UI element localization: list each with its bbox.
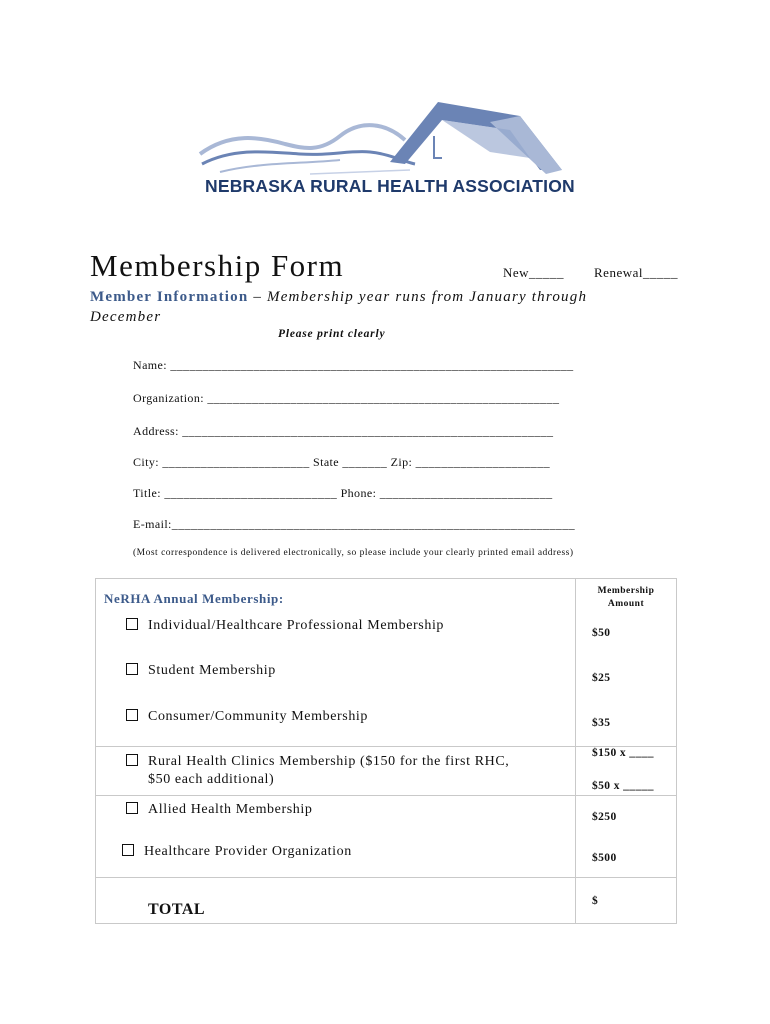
amount-header-line2: Amount: [607, 599, 645, 609]
option-label: Rural Health Clinics Membership ($150 for the first RHC,: [148, 754, 510, 769]
member-information-section: [90, 287, 650, 327]
email-field[interactable]: E-mail:_______________________________________________________________: [133, 517, 575, 531]
checkbox[interactable]: [126, 709, 138, 721]
city-state-zip-field[interactable]: City: _______________________ State _______ Zip: _____________________: [133, 455, 550, 469]
member-info-heading: Member Information: [90, 289, 249, 305]
form-title: Membership Form: [90, 248, 345, 283]
option-label: Consumer/Community Membership: [148, 709, 369, 724]
price-student: $25: [592, 672, 611, 684]
checkbox[interactable]: [126, 663, 138, 675]
option-label: Individual/Healthcare Professional Membership: [148, 618, 445, 633]
price-rhc-first[interactable]: $150 x ____: [592, 747, 654, 759]
membership-table-heading: NeRHA Annual Membership:: [104, 591, 284, 606]
membership-option-allied-health[interactable]: [126, 800, 312, 820]
option-label: Student Membership: [148, 663, 276, 678]
membership-option-consumer[interactable]: [126, 707, 368, 727]
membership-option-rural-health-clinics[interactable]: [126, 752, 509, 772]
organization-name: NEBRASKA RURAL HEALTH ASSOCIATION: [205, 176, 575, 196]
correspondence-note: (Most correspondence is delivered electronically, so please include your clearly printed email address): [133, 548, 574, 558]
option-label: Allied Health Membership: [148, 802, 313, 817]
price-individual: $50: [592, 627, 611, 639]
checkbox[interactable]: [126, 754, 138, 766]
print-clearly-note: Please print clearly: [278, 328, 386, 340]
price-allied-health: $250: [592, 811, 617, 823]
organization-field[interactable]: Organization: _______________________________________________________: [133, 391, 560, 405]
title-phone-field[interactable]: Title: ___________________________ Phone: ___________________________: [133, 486, 553, 500]
membership-option-individual[interactable]: [126, 616, 444, 636]
new-membership-field[interactable]: New_____: [503, 265, 565, 280]
checkbox[interactable]: [122, 844, 134, 856]
rural-health-clinics-label-line2: $50 each additional): [148, 772, 275, 787]
price-healthcare-provider: $500: [592, 852, 617, 864]
address-field[interactable]: Address: __________________________________________________________: [133, 424, 554, 438]
price-consumer: $35: [592, 717, 611, 729]
option-label: Healthcare Provider Organization: [144, 844, 352, 859]
membership-option-healthcare-provider[interactable]: [122, 842, 352, 862]
amount-header-line1: Membership: [597, 586, 655, 596]
name-field[interactable]: Name: _______________________________________________________________: [133, 358, 574, 372]
membership-option-student[interactable]: [126, 661, 276, 681]
checkbox[interactable]: [126, 802, 138, 814]
member-info-note: – Membership year runs from January through December: [90, 289, 588, 325]
renewal-membership-field[interactable]: Renewal_____: [594, 265, 678, 280]
total-amount-field[interactable]: $: [592, 895, 599, 907]
amount-column-header: [576, 585, 676, 611]
membership-table: [95, 578, 677, 924]
price-rhc-additional[interactable]: $50 x _____: [592, 780, 654, 792]
checkbox[interactable]: [126, 618, 138, 630]
total-label: TOTAL: [148, 901, 206, 918]
